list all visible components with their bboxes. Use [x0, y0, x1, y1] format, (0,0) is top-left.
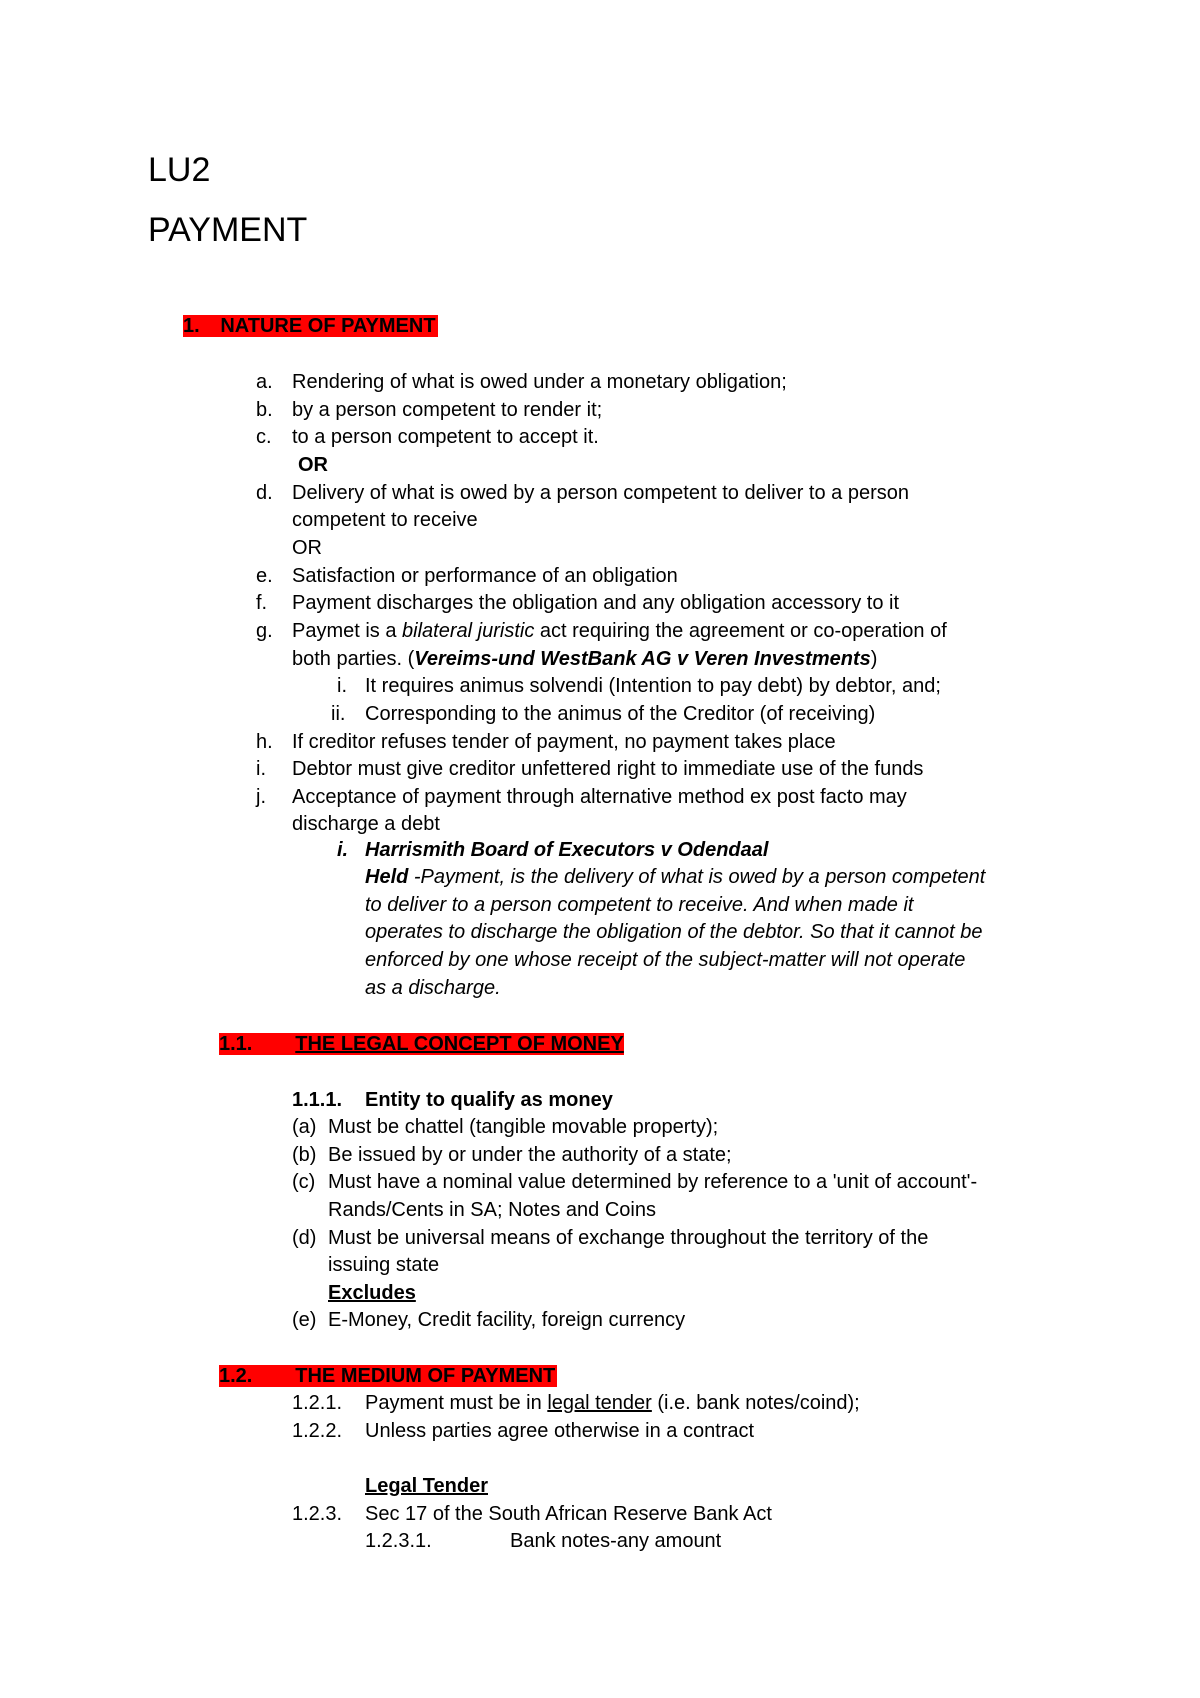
- list-item: Rendering of what is owed under a monetary obligation;: [292, 371, 787, 393]
- held-text: enforced by one whose receipt of the subject-matter will not operate: [365, 949, 966, 971]
- list-marker: h.: [256, 731, 273, 753]
- held-label: Held: [365, 866, 409, 888]
- section-1-number: 1.: [183, 315, 200, 337]
- list-item: Satisfaction or performance of an obligation: [292, 565, 678, 587]
- section-number: 1.2.: [219, 1365, 253, 1387]
- section-number: 1.1.: [219, 1033, 253, 1055]
- list-marker: c.: [256, 426, 272, 448]
- list-marker: (e): [292, 1309, 317, 1331]
- list-marker: 1.2.2.: [292, 1420, 343, 1442]
- list-item: Must have a nominal value determined by reference to a 'unit of account'-: [328, 1171, 978, 1193]
- section-1-2-heading: [219, 1364, 557, 1388]
- list-item: Must be chattel (tangible movable property);: [328, 1116, 719, 1138]
- list-item: Corresponding to the animus of the Creditor (of receiving): [365, 703, 876, 725]
- list-item: Paymet is a bilateral juristic act requiring the agreement or co-operation of: [292, 620, 947, 642]
- list-marker: (a): [292, 1116, 317, 1138]
- list-item-continuation: competent to receive: [292, 509, 478, 531]
- list-item: to a person competent to accept it.: [292, 426, 599, 448]
- held-text: Held -Payment, is the delivery of what is owed by a person competent: [365, 866, 986, 888]
- list-marker: j.: [256, 786, 266, 808]
- list-marker: 1.2.1.: [292, 1392, 343, 1414]
- list-marker: a.: [256, 371, 273, 393]
- list-marker: e.: [256, 565, 273, 587]
- doc-subtitle: PAYMENT: [148, 211, 308, 249]
- list-item: Acceptance of payment through alternative method ex post facto may: [292, 786, 907, 808]
- subsection-heading: Entity to qualify as money: [365, 1089, 613, 1111]
- list-item: Bank notes-any amount: [510, 1530, 722, 1552]
- list-item: Payment discharges the obligation and any obligation accessory to it: [292, 592, 900, 614]
- legal-tender-label: Legal Tender: [365, 1475, 488, 1497]
- list-item: Be issued by or under the authority of a state;: [328, 1144, 732, 1166]
- list-marker: (d): [292, 1227, 317, 1249]
- section-1-1-heading: [219, 1032, 624, 1056]
- list-item: Unless parties agree otherwise in a contract: [365, 1420, 755, 1442]
- or-separator: OR: [292, 537, 322, 559]
- or-separator: OR: [298, 454, 328, 476]
- list-item-continuation: issuing state: [328, 1254, 440, 1276]
- list-item: Must be universal means of exchange throughout the territory of the: [328, 1227, 929, 1249]
- list-item: It requires animus solvendi (Intention to pay debt) by debtor, and;: [365, 675, 941, 697]
- underlined-term: legal tender: [547, 1392, 652, 1414]
- list-marker: i.: [337, 675, 347, 697]
- list-marker: g.: [256, 620, 273, 642]
- held-text: to deliver to a person competent to receive. And when made it: [365, 894, 914, 916]
- list-marker: ii.: [331, 703, 346, 725]
- list-item: E-Money, Credit facility, foreign currency: [328, 1309, 686, 1331]
- section-1-heading: [183, 314, 438, 338]
- list-item-continuation: Rands/Cents in SA; Notes and Coins: [328, 1199, 656, 1221]
- list-item-continuation: discharge a debt: [292, 813, 440, 835]
- list-item: If creditor refuses tender of payment, no payment takes place: [292, 731, 836, 753]
- list-item: Debtor must give creditor unfettered right to immediate use of the funds: [292, 758, 924, 780]
- list-item: Delivery of what is owed by a person competent to deliver to a person: [292, 482, 909, 504]
- list-marker: 1.2.3.1.: [365, 1530, 432, 1552]
- list-item: Payment must be in legal tender (i.e. bank notes/coind);: [365, 1392, 860, 1414]
- list-marker: d.: [256, 482, 273, 504]
- section-title: THE MEDIUM OF PAYMENT: [295, 1365, 556, 1387]
- list-item: by a person competent to render it;: [292, 399, 603, 421]
- list-marker: (c): [292, 1171, 316, 1193]
- list-marker: f.: [256, 592, 268, 614]
- held-text: operates to discharge the obligation of the debtor. So that it cannot be: [365, 921, 983, 943]
- list-marker: b.: [256, 399, 273, 421]
- subsection-number: 1.1.1.: [292, 1089, 343, 1111]
- excludes-label: Excludes: [328, 1282, 416, 1304]
- list-marker: 1.2.3.: [292, 1503, 343, 1525]
- held-text: as a discharge.: [365, 977, 501, 999]
- case-citation: Harrismith Board of Executors v Odendaal: [365, 839, 769, 861]
- list-marker: i.: [337, 839, 349, 861]
- list-item-continuation: both parties. (Vereims-und WestBank AG v Veren Investments): [292, 648, 878, 670]
- section-title: THE LEGAL CONCEPT OF MONEY: [295, 1033, 624, 1055]
- list-marker: i.: [256, 758, 266, 780]
- section-1-title: NATURE OF PAYMENT: [220, 315, 436, 337]
- list-marker: (b): [292, 1144, 317, 1166]
- case-citation: Vereims-und WestBank AG v Veren Investments: [414, 648, 871, 670]
- doc-title: LU2: [148, 151, 211, 189]
- list-item: Sec 17 of the South African Reserve Bank Act: [365, 1503, 772, 1525]
- italic-term: bilateral juristic: [402, 620, 535, 642]
